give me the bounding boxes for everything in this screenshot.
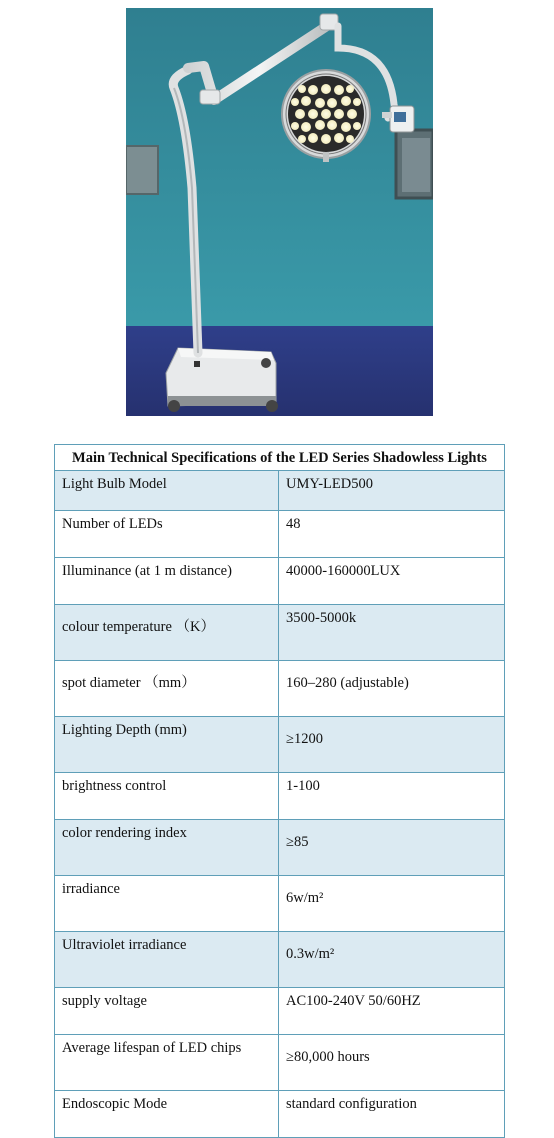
spec-label: Illuminance (at 1 m distance) <box>55 558 279 605</box>
spec-label: supply voltage <box>55 988 279 1035</box>
spec-label: Ultraviolet irradiance <box>55 932 279 988</box>
spec-value: 48 <box>279 511 505 558</box>
spec-value: 40000-160000LUX <box>279 558 505 605</box>
table-row <box>55 558 505 605</box>
table-title: Main Technical Specifications of the LED Series Shadowless Lights <box>55 445 505 471</box>
table-row <box>55 932 505 988</box>
spec-label: Lighting Depth (mm) <box>55 717 279 773</box>
table-row <box>55 471 505 511</box>
table-row <box>55 773 505 820</box>
spec-label: Light Bulb Model <box>55 471 279 511</box>
table-row <box>55 988 505 1035</box>
product-photo <box>126 8 433 416</box>
table-row <box>55 717 505 773</box>
spec-label: colour temperature （K） <box>55 605 279 661</box>
spec-label: Average lifespan of LED chips <box>55 1035 279 1091</box>
spec-label: Endoscopic Mode <box>55 1091 279 1138</box>
spec-label: Number of LEDs <box>55 511 279 558</box>
spec-value: 6w/m² <box>279 876 505 932</box>
spec-value: AC100-240V 50/60HZ <box>279 988 505 1035</box>
table-row <box>55 661 505 717</box>
spec-value: ≥85 <box>279 820 505 876</box>
spec-value: UMY-LED500 <box>279 471 505 511</box>
spec-value: 3500-5000k <box>279 605 505 661</box>
spec-value: ≥80,000 hours <box>279 1035 505 1091</box>
spec-label: irradiance <box>55 876 279 932</box>
spec-label: color rendering index <box>55 820 279 876</box>
table-row <box>55 605 505 661</box>
table-row <box>55 1035 505 1091</box>
spec-value: ≥1200 <box>279 717 505 773</box>
spec-label: brightness control <box>55 773 279 820</box>
spec-value: 160–280 (adjustable) <box>279 661 505 717</box>
table-row <box>55 876 505 932</box>
table-row <box>55 511 505 558</box>
spec-value: 0.3w/m² <box>279 932 505 988</box>
table-row <box>55 820 505 876</box>
spec-table <box>54 444 505 1138</box>
table-row <box>55 1091 505 1138</box>
spec-value: standard configuration <box>279 1091 505 1138</box>
spec-label: spot diameter （mm） <box>55 661 279 717</box>
spec-value: 1-100 <box>279 773 505 820</box>
